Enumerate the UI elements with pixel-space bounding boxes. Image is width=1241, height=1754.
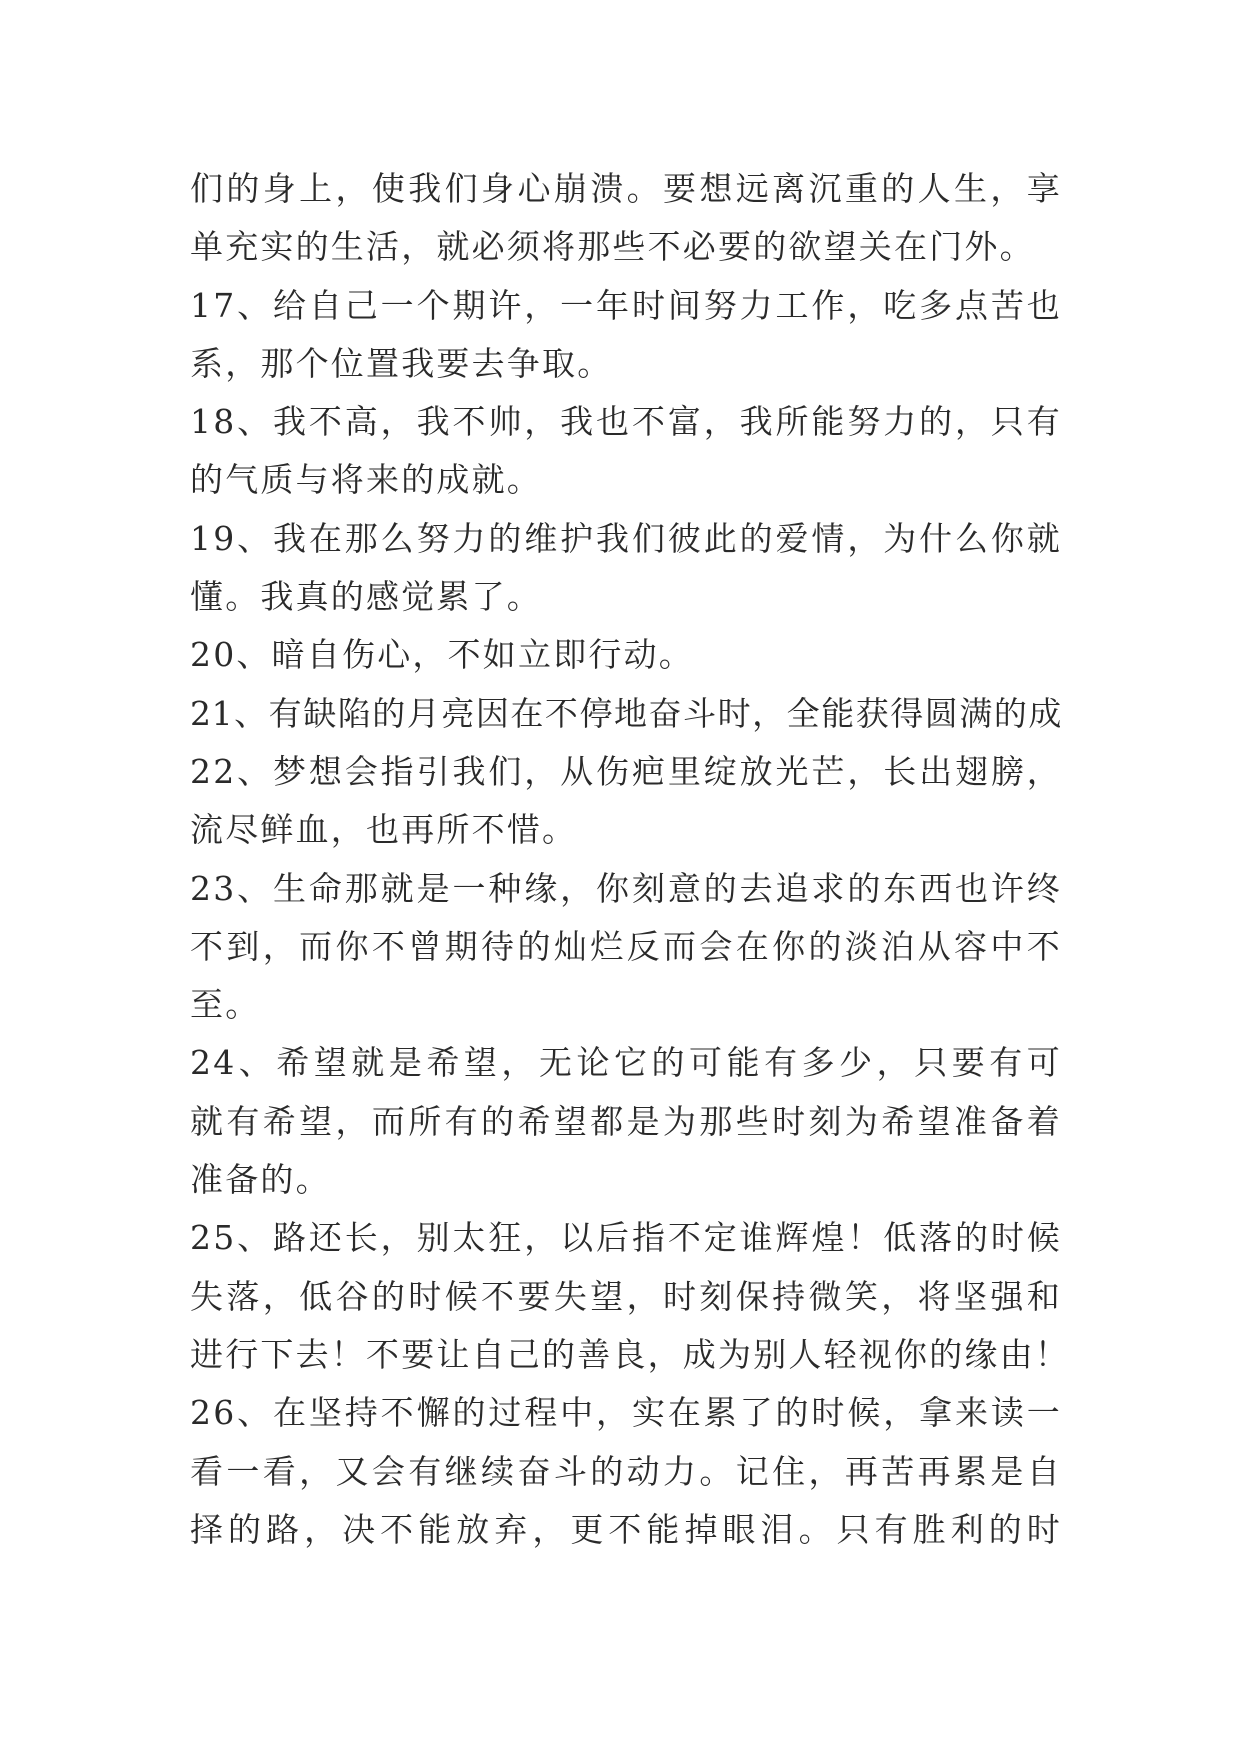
text-line: 准备的。 xyxy=(190,1160,331,1200)
text-line: 看一看，又会有继续奋斗的动力。记住，再苦再累是自 xyxy=(190,1451,1062,1491)
text-line: 单充实的生活，就必须将那些不必要的欲望关在门外。 xyxy=(190,227,1035,267)
text-line: 系，那个位置我要去争取。 xyxy=(190,343,613,383)
text-line: 21、有缺陷的月亮因在不停地奋斗时，全能获得圆满的成 xyxy=(190,693,1062,733)
text-line: 22、梦想会指引我们，从伤疤里绽放光芒，长出翅膀， xyxy=(190,751,1062,791)
text-line: 的气质与将来的成就。 xyxy=(190,460,542,500)
text-line: 20、暗自伤心，不如立即行动。 xyxy=(190,635,694,675)
text-line: 失落，低谷的时候不要失望，时刻保持微笑，将坚强和 xyxy=(190,1276,1062,1316)
text-line: 至。 xyxy=(190,985,261,1025)
text-line: 19、我在那么努力的维护我们彼此的爱情，为什么你就 xyxy=(190,518,1062,558)
text-line: 懂。我真的感觉累了。 xyxy=(190,577,542,617)
text-line: 就有希望，而所有的希望都是为那些时刻为希望准备着 xyxy=(190,1101,1062,1141)
text-line: 进行下去！不要让自己的善良，成为别人轻视你的缘由！ xyxy=(190,1334,1070,1374)
body-text xyxy=(190,160,1070,1559)
text-line: 25、路还长，别太狂，以后指不定谁辉煌！低落的时候 xyxy=(190,1218,1062,1258)
text-line: 24、希望就是希望，无论它的可能有多少，只要有可 xyxy=(190,1043,1062,1083)
text-line: 流尽鲜血，也再所不惜。 xyxy=(190,810,578,850)
text-line: 不到，而你不曾期待的灿烂反而会在你的淡泊从容中不 xyxy=(190,926,1062,966)
text-line: 18、我不高，我不帅，我也不富，我所能努力的，只有 xyxy=(190,402,1062,442)
text-line: 23、生命那就是一种缘，你刻意的去追求的东西也许终 xyxy=(190,868,1062,908)
text-line: 17、给自己一个期许，一年时间努力工作，吃多点苦也 xyxy=(190,285,1062,325)
text-line: 26、在坚持不懈的过程中，实在累了的时候，拿来读一 xyxy=(190,1393,1062,1433)
text-line: 择的路，决不能放弃，更不能掉眼泪。只有胜利的时 xyxy=(190,1509,1062,1549)
text-line: 们的身上，使我们身心崩溃。要想远离沉重的人生，享 xyxy=(190,169,1062,208)
